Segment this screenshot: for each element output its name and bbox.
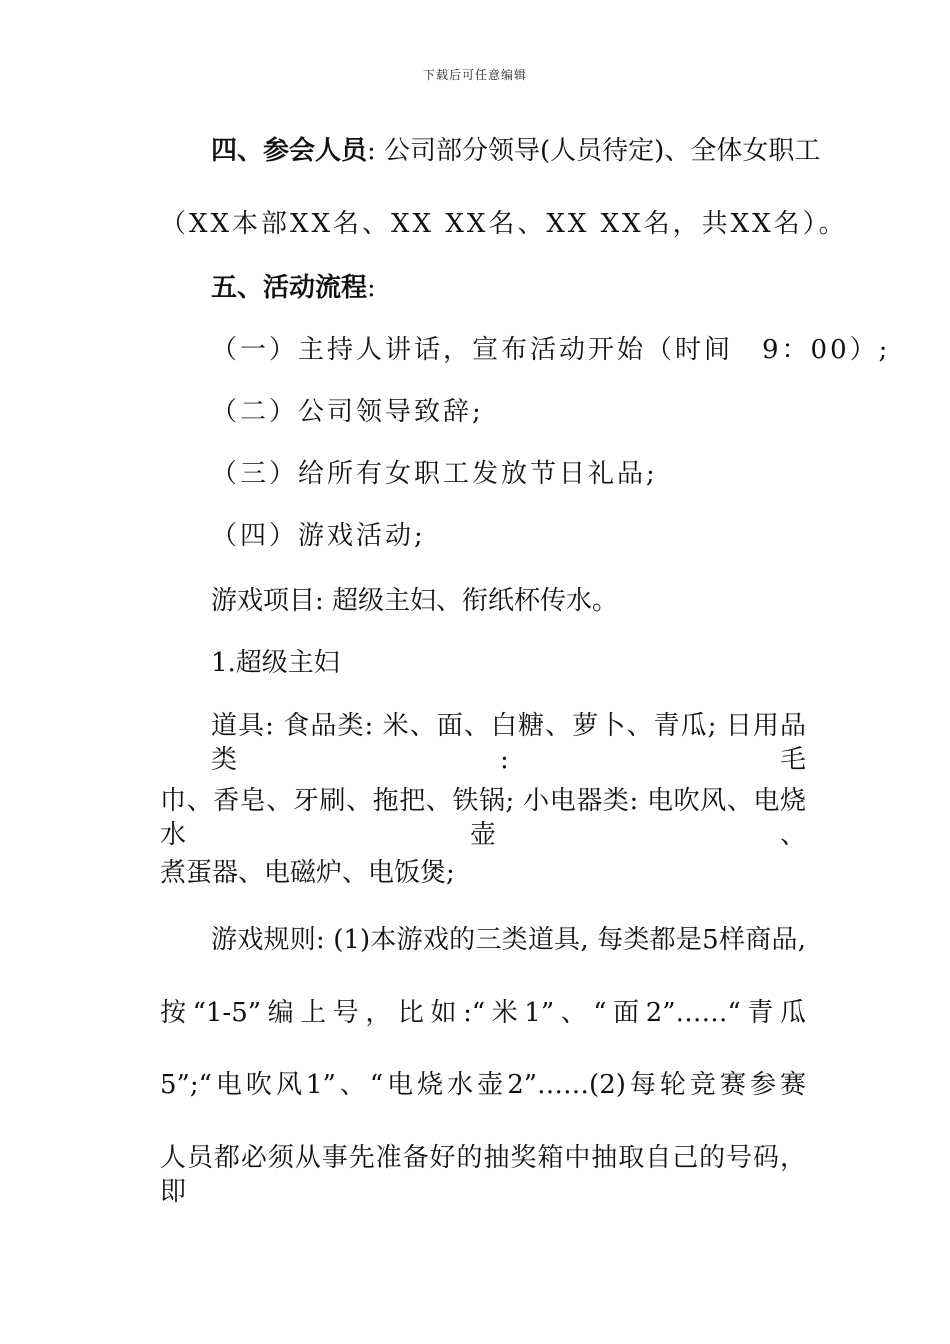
step-2: （二）公司领导致辞;	[211, 397, 484, 427]
props-line1: 道具: 食品类: 米、面、白糖、萝卜、青瓜; 日用品类: 毛	[211, 711, 806, 775]
step-3: （三）给所有女职工发放节日礼品;	[211, 459, 658, 489]
section4-line1	[211, 134, 820, 168]
props-line3: 煮蛋器、电磁炉、电饭煲;	[160, 858, 455, 888]
section4-attendees: : 公司部分领导(人员待定)、全体女职工	[367, 136, 821, 166]
rules-line1: 游戏规则: (1)本游戏的三类道具, 每类都是5样商品,	[211, 925, 806, 955]
rules-line3: 5”;“电吹风1”、“电烧水壶2”……(2)每轮竞赛参赛	[160, 1070, 806, 1100]
games-intro: 游戏项目: 超级主妇、衔纸杯传水。	[211, 586, 619, 616]
step-4: （四）游戏活动;	[211, 521, 426, 551]
section4-heading: 四、参会人员	[211, 136, 368, 166]
props-line2: 巾、香皂、牙刷、拖把、铁锅; 小电器类: 电吹风、电烧水壶、	[160, 786, 806, 850]
rules-line2: 按“1-5”编上号，比如:“米1”、“面2”……“青瓜	[160, 998, 806, 1028]
section5-heading: 五、活动流程	[211, 273, 368, 303]
section5-heading-line	[211, 271, 376, 305]
game1-title: 1.超级主妇	[211, 648, 340, 678]
step-1: （一）主持人讲话，宣布活动开始（时间 9：00）;	[211, 335, 891, 365]
section4-line2: （XX本部XX名、XX XX名、XX XX名，共XX名）。	[160, 209, 848, 239]
section5-colon: :	[367, 273, 376, 303]
rules-line4: 人员都必须从事先准备好的抽奖箱中抽取自己的号码，即	[160, 1143, 806, 1207]
page-header: 下载后可任意编辑	[422, 68, 527, 82]
